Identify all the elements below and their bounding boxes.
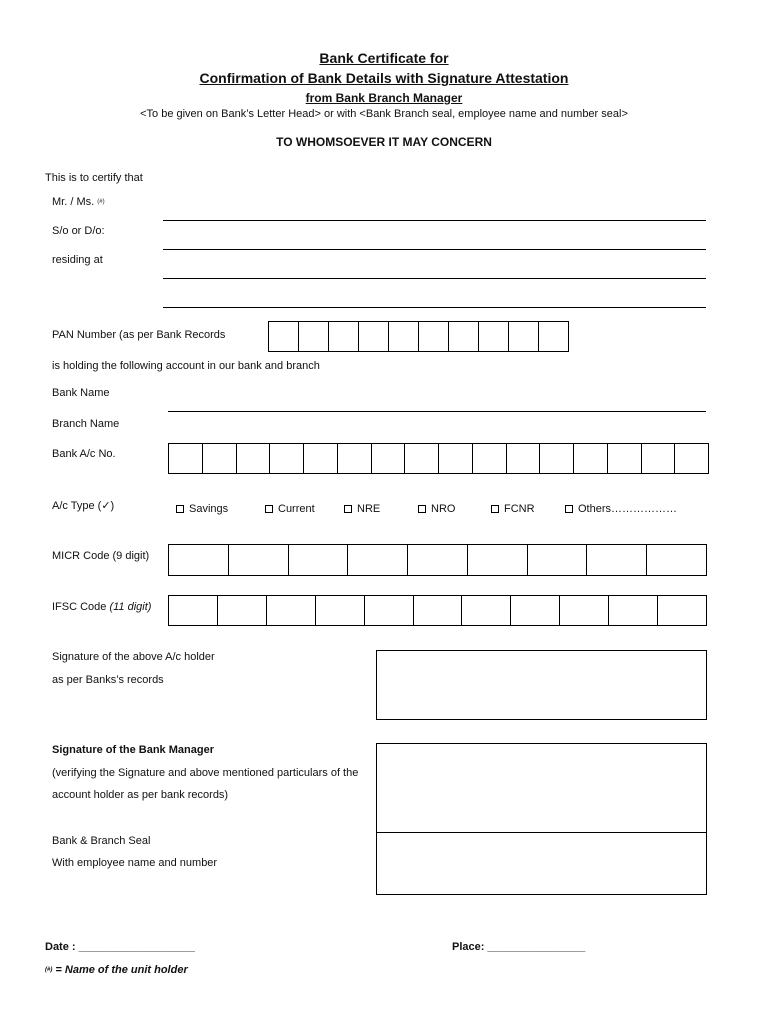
ifsc-box[interactable] — [609, 596, 658, 625]
ifsc-box[interactable] — [316, 596, 365, 625]
to-whom-heading: TO WHOMSOEVER IT MAY CONCERN — [276, 135, 492, 149]
actype-nro[interactable] — [418, 503, 455, 515]
micr-label: MICR Code (9 digit) — [52, 550, 150, 562]
certify-intro: This is to certify that — [45, 172, 143, 184]
micr-box[interactable] — [468, 545, 528, 575]
pan-box[interactable] — [269, 322, 299, 351]
checkbox-icon[interactable] — [418, 505, 426, 513]
actype-nre-label: NRE — [357, 503, 381, 515]
acno-box[interactable] — [405, 444, 439, 473]
acno-box[interactable] — [675, 444, 708, 473]
holder-signature-box[interactable] — [376, 650, 707, 720]
bank-name-label: Bank Name — [52, 387, 110, 399]
footnote-mark: (#) — [45, 967, 53, 974]
relation-line[interactable] — [163, 249, 706, 250]
ifsc-label-main: IFSC Code — [52, 601, 110, 613]
acno-box[interactable] — [608, 444, 642, 473]
pan-box[interactable] — [539, 322, 568, 351]
micr-box[interactable] — [647, 545, 706, 575]
ifsc-boxes[interactable] — [168, 595, 707, 626]
relation-label: S/o or D/o: — [52, 225, 105, 237]
actype-fcnr[interactable] — [491, 503, 535, 515]
footnote-text: = Name of the unit holder — [55, 964, 188, 976]
seal-label-2: With employee name and number — [52, 857, 218, 869]
manager-signature-title: Signature of the Bank Manager — [52, 744, 214, 756]
micr-box[interactable] — [528, 545, 588, 575]
checkbox-icon[interactable] — [265, 505, 273, 513]
ifsc-box[interactable] — [414, 596, 463, 625]
address-line-1[interactable] — [163, 278, 706, 279]
manager-signature-note-1: (verifying the Signature and above mentioned particulars of the — [52, 767, 359, 779]
acno-box[interactable] — [473, 444, 507, 473]
acno-boxes[interactable] — [168, 443, 709, 474]
name-mark: (#) — [97, 199, 105, 206]
ifsc-box[interactable] — [169, 596, 218, 625]
micr-box[interactable] — [587, 545, 647, 575]
pan-label: PAN Number (as per Bank Records — [52, 329, 226, 341]
acno-box[interactable] — [338, 444, 372, 473]
ifsc-box[interactable] — [267, 596, 316, 625]
pan-box[interactable] — [449, 322, 479, 351]
checkbox-icon[interactable] — [565, 505, 573, 513]
actype-savings-label: Savings — [189, 503, 229, 515]
micr-box[interactable] — [408, 545, 468, 575]
bank-name-line[interactable] — [168, 411, 706, 412]
acno-box[interactable] — [574, 444, 608, 473]
footnote — [45, 964, 188, 976]
title-line-3: from Bank Branch Manager — [305, 91, 463, 105]
ifsc-box[interactable] — [560, 596, 609, 625]
actype-fcnr-label: FCNR — [504, 503, 535, 515]
micr-boxes[interactable] — [168, 544, 707, 576]
pan-box[interactable] — [329, 322, 359, 351]
manager-signature-box[interactable] — [376, 743, 707, 833]
actype-nro-label: NRO — [431, 503, 456, 515]
actype-current-label: Current — [278, 503, 315, 515]
date-field[interactable]: Date : ___________________ — [45, 941, 195, 953]
micr-box[interactable] — [169, 545, 229, 575]
holder-signature-label-1: Signature of the above A/c holder — [52, 651, 215, 663]
actype-savings[interactable] — [176, 503, 228, 515]
pan-box[interactable] — [419, 322, 449, 351]
ifsc-label-italic: (11 digit) — [109, 601, 152, 613]
ifsc-label — [52, 601, 151, 613]
ifsc-box[interactable] — [658, 596, 706, 625]
holding-text: is holding the following account in our bank and branch — [52, 360, 320, 372]
place-field[interactable]: Place: ________________ — [452, 941, 586, 953]
manager-signature-note-2: account holder as per bank records) — [52, 789, 229, 801]
pan-box[interactable] — [299, 322, 329, 351]
acno-box[interactable] — [169, 444, 203, 473]
branch-name-label: Branch Name — [52, 418, 120, 430]
seal-box[interactable] — [376, 832, 707, 895]
acno-box[interactable] — [540, 444, 574, 473]
acno-box[interactable] — [270, 444, 304, 473]
acno-box[interactable] — [507, 444, 541, 473]
title-line-2: Confirmation of Bank Details with Signature Attestation — [199, 70, 569, 86]
name-line[interactable] — [163, 220, 706, 221]
name-label-text: Mr. / Ms. — [52, 196, 95, 208]
address-line-2[interactable] — [163, 307, 706, 308]
actype-current[interactable] — [265, 503, 315, 515]
micr-box[interactable] — [229, 545, 289, 575]
micr-box[interactable] — [348, 545, 408, 575]
pan-boxes[interactable] — [268, 321, 569, 352]
acno-box[interactable] — [642, 444, 676, 473]
name-label — [52, 196, 105, 208]
acno-label: Bank A/c No. — [52, 448, 116, 460]
acno-box[interactable] — [203, 444, 237, 473]
checkbox-icon[interactable] — [344, 505, 352, 513]
actype-others[interactable] — [565, 503, 677, 515]
ifsc-box[interactable] — [365, 596, 414, 625]
pan-box[interactable] — [389, 322, 419, 351]
acno-box[interactable] — [304, 444, 338, 473]
pan-box[interactable] — [509, 322, 539, 351]
actype-label: A/c Type (✓) — [52, 500, 115, 512]
address-label: residing at — [52, 254, 103, 266]
actype-others-label: Others……………… — [578, 503, 678, 515]
acno-box[interactable] — [439, 444, 473, 473]
pan-box[interactable] — [359, 322, 389, 351]
pan-box[interactable] — [479, 322, 509, 351]
ifsc-box[interactable] — [511, 596, 560, 625]
micr-box[interactable] — [289, 545, 349, 575]
checkbox-icon[interactable] — [491, 505, 499, 513]
actype-nre[interactable] — [344, 503, 380, 515]
checkbox-icon[interactable] — [176, 505, 184, 513]
acno-box[interactable] — [372, 444, 406, 473]
letterhead-note: <To be given on Bank’s Letter Head> or with <Bank Branch seal, employee name and number seal> — [140, 108, 628, 120]
seal-label-1: Bank & Branch Seal — [52, 835, 151, 847]
acno-box[interactable] — [237, 444, 271, 473]
holder-signature-label-2: as per Banks’s records — [52, 674, 164, 686]
ifsc-box[interactable] — [462, 596, 511, 625]
ifsc-box[interactable] — [218, 596, 267, 625]
title-line-1: Bank Certificate for — [319, 50, 449, 66]
